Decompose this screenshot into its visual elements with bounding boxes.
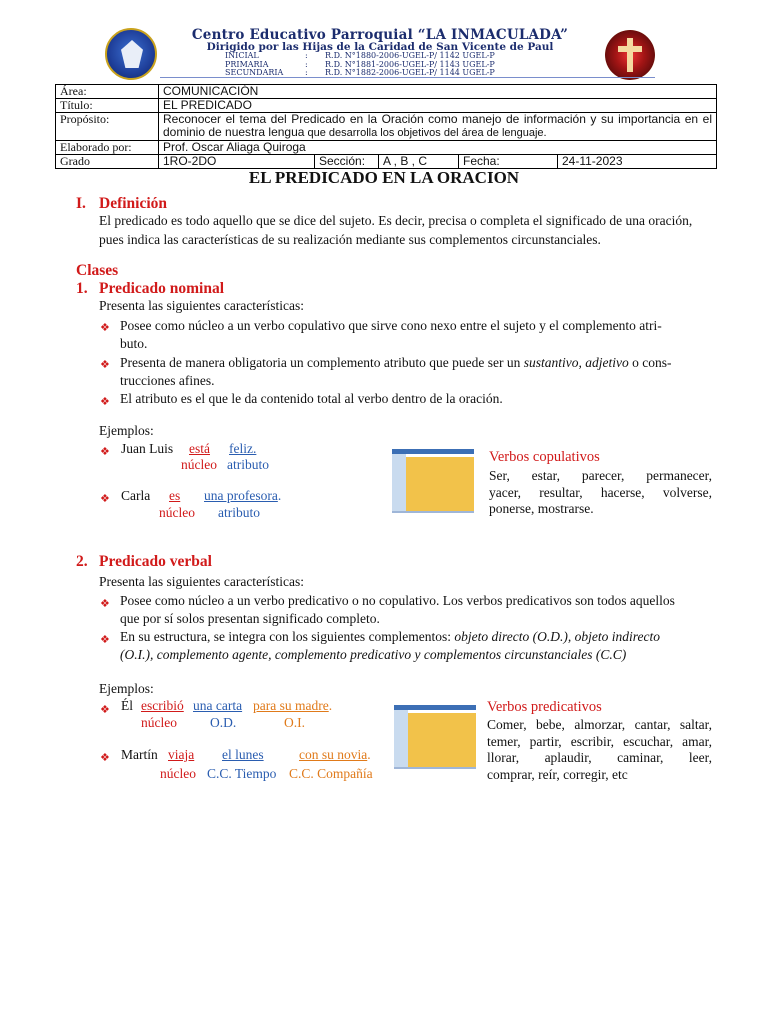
verbal-ex2-cct: el lunes [222,747,264,762]
predicativos-line-4: comprar, reír, corregir, etc [487,767,628,782]
bullet-icon: ❖ [100,359,110,371]
nominal-ex1-label-nucleo: núcleo [181,457,217,472]
nominal-ex1-subject: Juan Luis [121,441,174,456]
nominal-ex2-subject: Carla [121,488,151,503]
nominal-ex2-label-nucleo: núcleo [159,505,195,520]
verbal-intro: Presenta las siguientes características: [99,574,305,589]
verbal-bullet-1-cont: que por sí solos presentan significado completo. [120,611,380,626]
nominal-ex1-verb: está [189,441,210,456]
seccion-label: Sección: [315,155,379,168]
bullet-icon: ❖ [100,752,110,764]
elaborado-value: Prof. Oscar Aliaga Quiroga [159,141,717,155]
bullet-icon: ❖ [100,322,110,334]
verbal-bullet-1: Posee como núcleo a un verbo predicativo o no copulativo. Los verbos predicativos son todos aquellos [120,593,675,608]
titulo-value: EL PREDICADO [159,99,717,113]
seccion-value: A , B , C [379,155,459,168]
definicion-number: I. [76,195,86,212]
verbal-ex2-ccc: con su novia. [299,747,371,762]
area-value: COMUNICACIÓN [159,85,717,99]
verbal-ex1-label-nucleo: núcleo [141,715,177,730]
predicativos-line-2: temer, partir, escribir, escuchar, amar, [487,734,712,749]
predicativos-box-title: Verbos predicativos [487,699,602,715]
proposito-value [159,113,717,141]
grado-label: Grado [56,155,159,169]
bullet-icon: ❖ [100,446,110,458]
nominal-ejemplos-label: Ejemplos: [99,423,154,438]
fecha-value: 24-11-2023 [562,154,623,168]
nominal-bullet-2: Presenta de manera obligatoria un complemento atributo que puede ser un sustantivo, adjetivo o cons- [120,355,672,370]
school-name: Centro Educativo Parroquial “LA INMACULADA” [191,27,569,43]
nominal-number: 1. [76,280,88,297]
proposito-text: Reconocer el tema del Predicado en la Oración como manejo de información y su importancia en el dominio de nuestra lengua [163,112,712,139]
verbal-ex2-label-ccc: C.C. Compañía [289,766,373,781]
verbal-ex2-label-cct: C.C. Tiempo [207,766,277,781]
verbal-ex1-verb: escribió [141,698,184,713]
nominal-ex2-label-atributo: atributo [218,505,260,520]
nominal-bullet-2-cont: trucciones afines. [120,373,215,388]
fecha-label: Fecha: [459,155,558,168]
school-levels [225,52,495,78]
bullet-icon: ❖ [100,704,110,716]
school-subtitle: Dirigido por las Hijas de la Caridad de San Vicente de Paul [206,41,554,53]
copulativos-line-3: ponerse, mostrarse. [489,501,594,516]
verbal-ex1-label-od: O.D. [210,715,237,730]
info-table [55,84,717,169]
school-logo-right [605,30,655,80]
copulativos-box-title: Verbos copulativos [489,449,600,465]
nominal-ex1-attr: feliz. [229,441,257,456]
definicion-text: El predicado es todo aquello que se dice del sujeto. Es decir, precisa o completa el significado de una oración, pues indica las características de su realización mediante sus complementos circunstanciales. [99,213,693,247]
bullet-icon: ❖ [100,598,110,610]
nominal-ex2-verb: es [169,488,181,503]
copulativos-box-graphic [392,449,474,511]
verbal-ex1-oi: para su madre. [253,698,333,713]
header-divider [160,77,655,78]
nominal-bullet-3: El atributo es el que le da contenido total al verbo dentro de la oración. [120,391,503,406]
row-proposito [56,113,717,141]
predicativos-line-1: Comer, bebe, almorzar, cantar, saltar, [487,717,712,732]
verbal-number: 2. [76,553,88,570]
clases-heading: Clases [76,262,119,279]
nominal-heading: Predicado nominal [99,280,225,297]
nominal-ex1-label-atributo: atributo [227,457,269,472]
nominal-ex2-attr: una profesora. [204,488,282,503]
nominal-bullet-1: Posee como núcleo a un verbo copulativo que sirve cono nexo entre el sujeto y el complemento atri- [120,318,662,333]
verbal-ex1-label-oi: O.I. [284,715,305,730]
row-grado [56,155,717,169]
verbal-ejemplos-label: Ejemplos: [99,681,154,696]
verbal-bullet-2: En su estructura, se integra con los siguientes complementos: objeto directo (O.D.), objeto indirecto [120,629,661,644]
level-secundaria: SECUNDARIA : R.D. N°1882-2006-UGEL-P/ 1144 UGEL-P [225,68,495,77]
grado-row-cells [159,155,717,169]
row-area [56,85,717,99]
predicativos-line-3: llorar, aplaudir, caminar, leer, [487,750,712,765]
copulativos-line-1: Ser, estar, parecer, permanecer, [489,468,712,483]
proposito-label: Propósito: [56,113,159,141]
school-logo-left [105,28,157,80]
bullet-icon: ❖ [100,634,110,646]
predicativos-box-graphic [394,705,476,767]
verbal-bullet-2-cont: (O.I.), complemento agente, complemento predicativo y complementos circunstanciales (C.C) [120,647,627,662]
level-primaria: PRIMARIA : R.D. N°1881-2006-UGEL-P/ 1143 UGEL-P [225,59,495,69]
row-elaborado [56,141,717,155]
row-titulo [56,99,717,113]
nominal-bullet-1-cont: buto. [120,336,148,351]
level-inicial: INICIAL : R.D. N°1880-2006-UGEL-P/ 1142 UGEL-P [225,51,495,60]
titulo-label: Título: [56,99,159,113]
elaborado-label: Elaborado por: [56,141,159,155]
verbal-ex1-od: una carta [193,698,243,713]
bullet-icon: ❖ [100,493,110,505]
verbal-heading: Predicado verbal [99,553,212,570]
verbal-ex2-subject: Martín [121,747,158,762]
proposito-tail: que desarrolla los objetivos del área de lenguaje. [304,127,547,139]
grado-value: 1RO-2DO [159,155,315,168]
definicion-heading: Definición [99,195,168,212]
bullet-icon: ❖ [100,396,110,408]
verbal-ex2-verb: viaja [168,747,195,762]
copulativos-line-2: yacer, resultar, hacerse, volverse, [489,485,712,500]
page-title: EL PREDICADO EN LA ORACION [248,168,520,187]
nominal-intro: Presenta las siguientes características: [99,298,305,313]
verbal-ex1-subject: Él [121,698,133,713]
verbal-ex2-label-nucleo: núcleo [160,766,196,781]
area-label: Área: [56,85,159,99]
